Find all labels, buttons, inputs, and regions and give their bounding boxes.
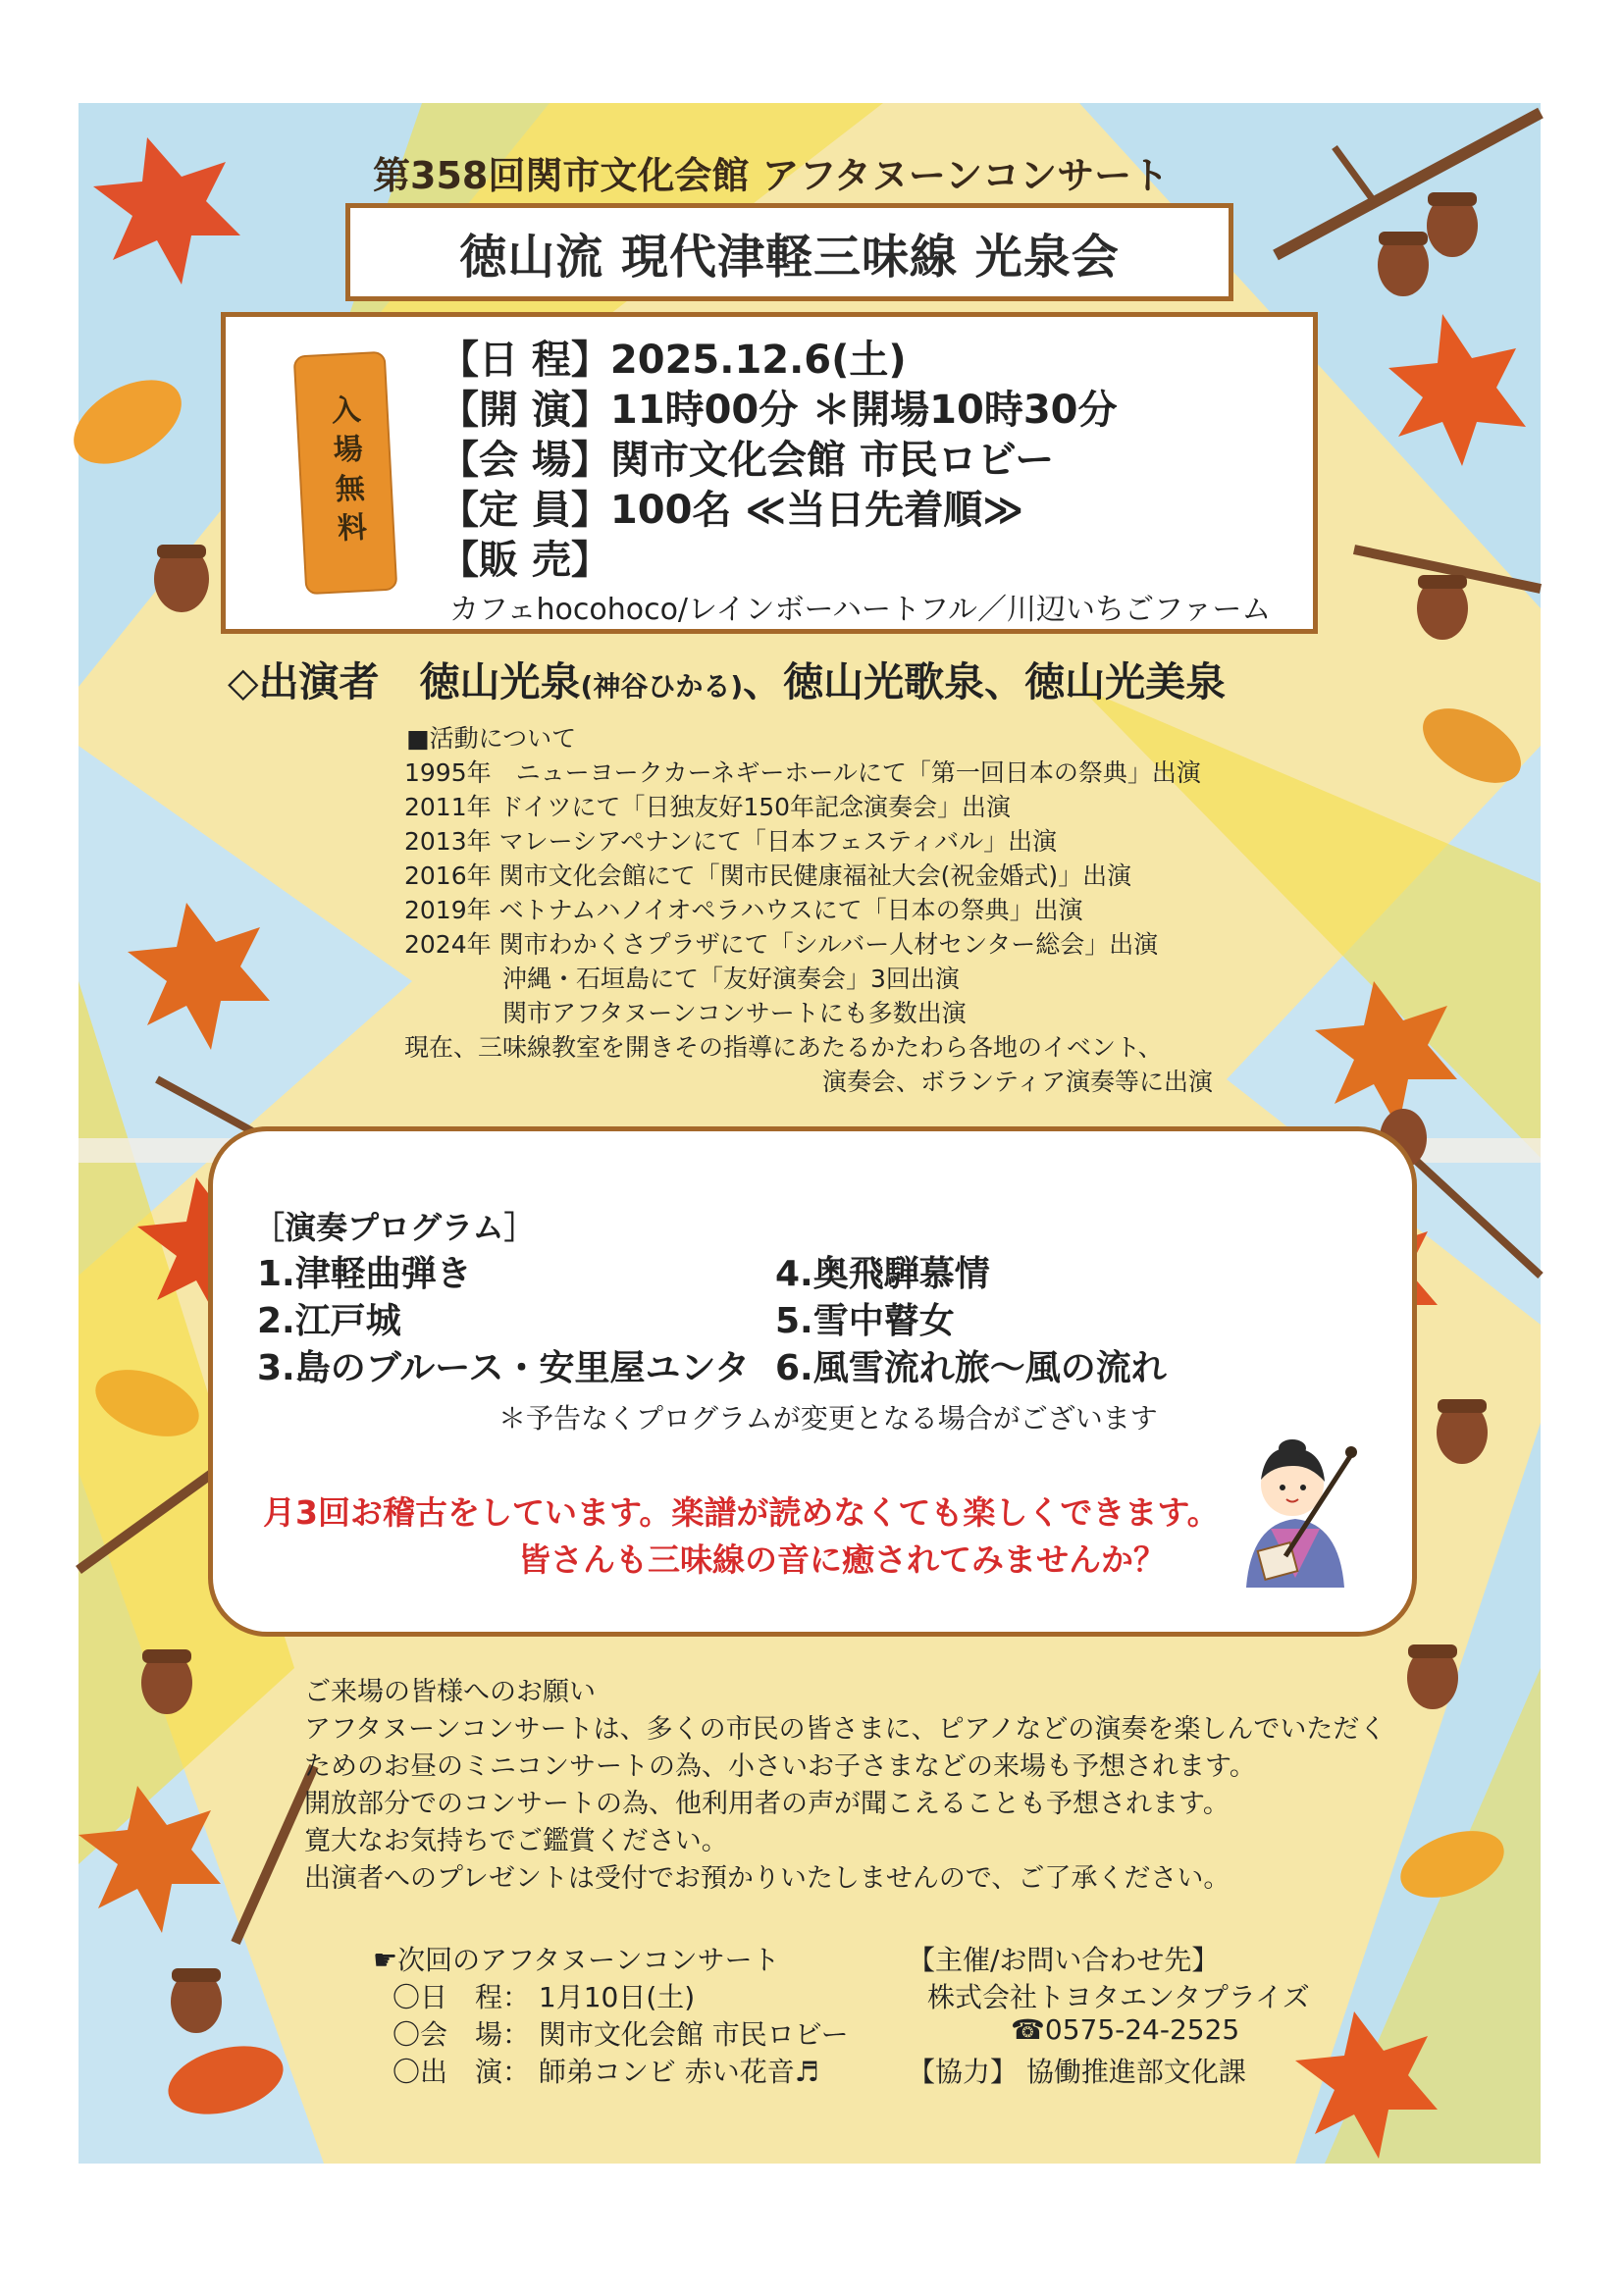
program-item: 6.風雪流れ旅～風の流れ <box>775 1348 1167 1388</box>
request-line: 開放部分でのコンサートの為、他利用者の声が聞こえることも予想されます。 <box>304 1789 1230 1819</box>
program-item: 3.島のブルース・安里屋ユンタ <box>257 1348 751 1388</box>
activity-line: 2024年 関市わかくさプラザにて「シルバー人材センター総会」出演 <box>404 930 1159 959</box>
next-concert-performer: 〇出 演： 師弟コンビ 赤い花音♬ <box>393 2056 819 2088</box>
request-line: 出演者へのプレゼントは受付でお預かりいたしませんので、ご了承ください。 <box>304 1863 1230 1894</box>
next-concert-date: 〇日 程： 1月10日(土) <box>393 1981 696 2013</box>
program-heading: ［演奏プログラム］ <box>253 1209 536 1246</box>
free-entry-badge <box>293 351 398 596</box>
activity-line: 関市アフタヌーンコンサートにも多数出演 <box>404 999 967 1027</box>
info-date: 【日 程】2025.12.6(土) <box>440 338 907 383</box>
info-sales: 【販 売】 <box>440 538 610 583</box>
lesson-message-2: 皆さんも三味線の音に癒されてみませんか？ <box>518 1540 1166 1579</box>
sales-locations: カフェhocohoco/レインボーハートフル／川辺いちごファーム <box>449 593 1272 627</box>
program-item: 2.江戸城 <box>257 1301 401 1341</box>
program-item: 1.津軽曲弾き <box>257 1254 472 1294</box>
event-headline: 第358回関市文化会館 アフタヌーンコンサート <box>373 154 1170 197</box>
title-box <box>345 203 1233 301</box>
free-entry-label: 入場無料 <box>324 393 368 552</box>
program-item: 4.奥飛騨慕情 <box>775 1254 990 1294</box>
program-item: 5.雪中瞽女 <box>775 1301 955 1341</box>
activity-line: 現在、三味線教室を開きその指導にあたるかたわら各地のイベント、 <box>404 1033 1163 1062</box>
performers <box>228 650 1226 707</box>
activity-line-last: 演奏会、ボランティア演奏等に出演 <box>822 1068 1214 1096</box>
activity-line: 2011年 ドイツにて「日独友好150年記念演奏会」出演 <box>404 793 1012 821</box>
next-concert-venue: 〇会 場： 関市文化会館 市民ロビー <box>393 2018 849 2051</box>
contact-heading: 【主催/お問い合わせ先】 <box>908 1944 1220 1976</box>
request-line: ためのお昼のミニコンサートの為、小さいお子さまなどの来場も予想されます。 <box>304 1751 1256 1782</box>
activity-line: 沖縄・石垣島にて「友好演奏会」3回出演 <box>404 965 960 993</box>
activity-line: 2019年 ベトナムハノイオペラハウスにて「日本の祭典」出演 <box>404 896 1083 924</box>
activities-heading: ■活動について <box>406 724 577 753</box>
activity-line: 1995年 ニューヨークカーネギーホールにて「第一回日本の祭典」出演 <box>404 758 1201 787</box>
event-title: 徳山流 現代津軽三味線 光泉会 <box>459 229 1120 285</box>
info-venue: 【会 場】関市文化会館 市民ロビー <box>440 438 1055 483</box>
shamisen-player-illustration <box>1231 1431 1359 1592</box>
cooperation: 【協力】 協働推進部文化課 <box>908 2056 1246 2088</box>
performers-rest: 、徳山光歌泉、徳山光美泉 <box>743 658 1227 705</box>
info-start-time: 【開 演】11時00分 ＊開場10時30分 <box>440 388 1118 433</box>
activity-line: 2016年 関市文化会館にて「関市民健康福祉大会(祝金婚式)」出演 <box>404 861 1132 890</box>
contact-phone: ☎0575-24-2525 <box>1011 2013 1240 2046</box>
performers-label: ◇出演者 徳山光泉 <box>228 658 581 705</box>
info-capacity: 【定 員】100名 ≪当日先着順≫ <box>440 488 1024 533</box>
contact-company: 株式会社トヨタエンタプライズ <box>927 1981 1310 2013</box>
lesson-message-1: 月3回お稽古をしています。楽譜が読めなくても楽しくできます。 <box>263 1493 1220 1532</box>
request-heading: ご来場の皆様へのお願い <box>304 1677 596 1707</box>
request-line: アフタヌーンコンサートは、多くの市民の皆さまに、ピアノなどの演奏を楽しんでいただく <box>304 1714 1387 1745</box>
next-concert-heading: ☛次回のアフタヌーンコンサート <box>373 1944 780 1976</box>
performer-reading: (神谷ひかる) <box>580 670 744 703</box>
activity-line: 2013年 マレーシアペナンにて「日本フェスティバル」出演 <box>404 827 1058 856</box>
request-line: 寛大なお気持ちでご鑑賞ください。 <box>304 1826 728 1856</box>
program-change-note: ＊予告なくプログラムが変更となる場合がございます <box>498 1402 1158 1435</box>
